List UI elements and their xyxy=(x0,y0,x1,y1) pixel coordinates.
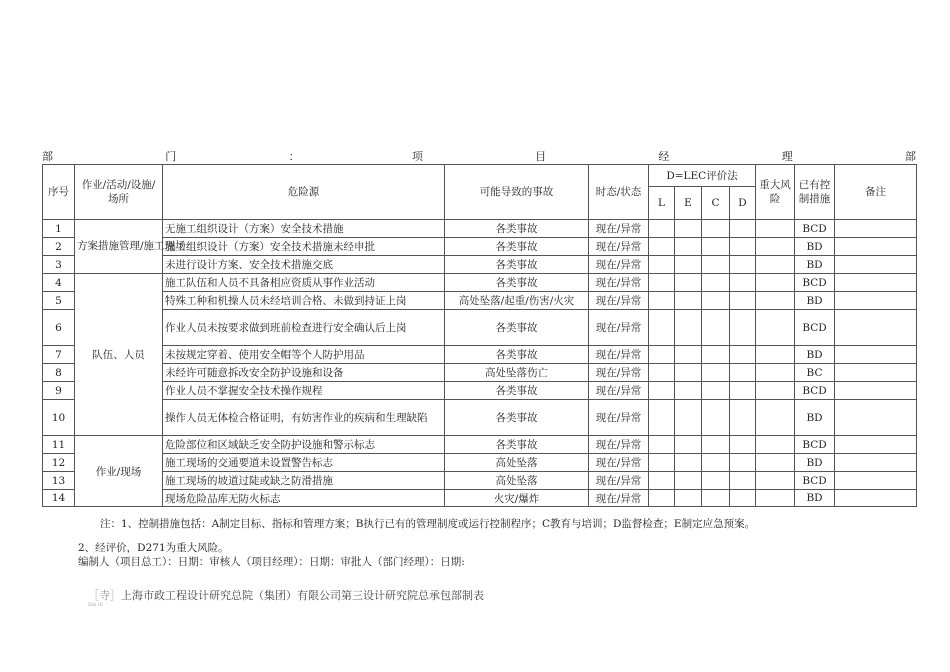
header-major-risk: 重大风险 xyxy=(756,165,795,220)
table-row xyxy=(43,238,917,256)
hazard-cell: 危险部位和区域缺乏安全防护设施和警示标志 xyxy=(163,436,445,454)
measures-cell: BCD xyxy=(795,220,835,238)
accident-cell: 各类事故 xyxy=(445,274,589,292)
row-no: 3 xyxy=(43,256,75,274)
measures-cell: BD xyxy=(795,292,835,310)
measures-cell: BCD xyxy=(795,310,835,346)
accident-cell: 高处坠落 xyxy=(445,454,589,472)
status-cell: 现在/异常 xyxy=(589,274,649,292)
row-no: 11 xyxy=(43,436,75,454)
accident-cell: 各类事故 xyxy=(445,238,589,256)
department-char: 项 xyxy=(411,150,423,163)
hazard-cell: 无施工组织设计（方案）安全技术措施 xyxy=(163,220,445,238)
group-cell: 队伍、人员 xyxy=(75,274,163,436)
header-measures: 已有控制措施 xyxy=(795,165,835,220)
status-cell: 现在/异常 xyxy=(589,382,649,400)
status-cell: 现在/异常 xyxy=(589,400,649,436)
evaluation-note: 2、经评价，D271为重大风险。 xyxy=(78,542,229,554)
header-accident: 可能导致的事故 xyxy=(445,165,589,220)
row-no: 6 xyxy=(43,310,75,346)
status-cell: 现在/异常 xyxy=(589,292,649,310)
accident-cell: 各类事故 xyxy=(445,400,589,436)
measures-cell: BCD xyxy=(795,274,835,292)
hazard-cell: 施工现场的交通要道未设置警告标志 xyxy=(163,454,445,472)
footer-issuer xyxy=(88,587,484,603)
accident-cell: 高处坠落 xyxy=(445,472,589,490)
header-lec-l: L xyxy=(649,187,675,220)
status-cell: 现在/异常 xyxy=(589,346,649,364)
status-cell: 现在/异常 xyxy=(589,238,649,256)
row-no: 14 xyxy=(43,490,75,507)
accident-cell: 各类事故 xyxy=(445,220,589,238)
hazard-cell: 作业人员未按要求做到班前检查进行安全确认后上岗 xyxy=(163,310,445,346)
header-no: 序号 xyxy=(43,165,75,220)
status-cell: 现在/异常 xyxy=(589,490,649,507)
header-lec-c: C xyxy=(702,187,730,220)
measures-cell: BCD xyxy=(795,472,835,490)
table-row xyxy=(43,256,917,274)
table-row xyxy=(43,310,917,346)
table-row xyxy=(43,490,917,507)
header-remarks: 备注 xyxy=(835,165,917,220)
group-cell: 方案措施管理/施工现场 xyxy=(75,220,163,274)
measures-cell: BD xyxy=(795,346,835,364)
table-row xyxy=(43,400,917,436)
department-char: 经 xyxy=(658,150,670,163)
department-char: 目 xyxy=(535,150,547,163)
row-no: 7 xyxy=(43,346,75,364)
header-lec: D=LEC评价法 xyxy=(649,165,756,187)
status-cell: 现在/异常 xyxy=(589,256,649,274)
measures-cell: BC xyxy=(795,364,835,382)
status-cell: 现在/异常 xyxy=(589,364,649,382)
measures-cell: BD xyxy=(795,238,835,256)
hazard-cell: 未按规定穿着、使用安全帽等个人防护用品 xyxy=(163,346,445,364)
measures-cell: BD xyxy=(795,454,835,472)
header-hazard: 危险源 xyxy=(163,165,445,220)
table-row xyxy=(43,454,917,472)
table-row xyxy=(43,472,917,490)
table-row xyxy=(43,274,917,292)
hazard-cell: 未经许可随意拆改安全防护设施和设备 xyxy=(163,364,445,382)
table-row xyxy=(43,220,917,238)
measures-cell: BD xyxy=(795,400,835,436)
hazard-cell: 现场危险品库无防火标志 xyxy=(163,490,445,507)
status-cell: 现在/异常 xyxy=(589,454,649,472)
header-activity: 作业/活动/设施/场所 xyxy=(75,165,163,220)
hazard-cell: 施工现场的坡道过陡或缺之防滑措施 xyxy=(163,472,445,490)
measures-cell: BD xyxy=(795,256,835,274)
measures-cell: BCD xyxy=(795,436,835,454)
table-row xyxy=(43,364,917,382)
accident-cell: 各类事故 xyxy=(445,256,589,274)
table-row xyxy=(43,292,917,310)
footer-subtext: Ilm lll xyxy=(88,602,103,608)
department-char: 门 xyxy=(165,150,177,163)
table-row xyxy=(43,436,917,454)
hazard-cell: 操作人员无体检合格证明，有妨害作业的疾病和生理缺陷 xyxy=(163,400,445,436)
row-no: 13 xyxy=(43,472,75,490)
row-no: 5 xyxy=(43,292,75,310)
row-no: 2 xyxy=(43,238,75,256)
row-no: 12 xyxy=(43,454,75,472)
department-char: ： xyxy=(288,150,300,163)
signoff-line: 编制人（项目总工）：日期：审核人（项目经理）：日期：审批人（部门经理）：日期: xyxy=(78,556,465,568)
measures-note: 注：1、控制措施包括：A制定目标、指标和管理方案；B执行已有的管理制度或运行控制程序；C教育与培训；D监督检查；E制定应急预案。 xyxy=(100,518,756,530)
accident-cell: 高处坠落/起重/伤害/火灾 xyxy=(445,292,589,310)
risk-assessment-table xyxy=(42,164,917,507)
status-cell: 现在/异常 xyxy=(589,220,649,238)
row-no: 9 xyxy=(43,382,75,400)
department-char: 理 xyxy=(781,150,793,163)
accident-cell: 高处坠落伤亡 xyxy=(445,364,589,382)
accident-cell: 火灾/爆炸 xyxy=(445,490,589,507)
table-row xyxy=(43,382,917,400)
hazard-cell: 特殊工种和机操人员未经培训合格、未做到持证上岗 xyxy=(163,292,445,310)
header-lec-e: E xyxy=(675,187,702,220)
hazard-cell: 施工队伍和人员不具备相应资质从事作业活动 xyxy=(163,274,445,292)
hazard-cell: 施工组织设计（方案）安全技术措施未经申批 xyxy=(163,238,445,256)
table-row xyxy=(43,346,917,364)
row-no: 1 xyxy=(43,220,75,238)
hazard-cell: 未进行设计方案、安全技术措施交底 xyxy=(163,256,445,274)
status-cell: 现在/异常 xyxy=(589,436,649,454)
measures-cell: BCD xyxy=(795,382,835,400)
header-status: 时态/状态 xyxy=(589,165,649,220)
accident-cell: 各类事故 xyxy=(445,310,589,346)
row-no: 10 xyxy=(43,400,75,436)
header-lec-d: D xyxy=(730,187,756,220)
accident-cell: 各类事故 xyxy=(445,436,589,454)
status-cell: 现在/异常 xyxy=(589,472,649,490)
accident-cell: 各类事故 xyxy=(445,346,589,364)
measures-cell: BD xyxy=(795,490,835,507)
row-no: 4 xyxy=(43,274,75,292)
row-no: 8 xyxy=(43,364,75,382)
accident-cell: 各类事故 xyxy=(445,382,589,400)
status-cell: 现在/异常 xyxy=(589,310,649,346)
department-line xyxy=(42,150,916,164)
department-char: 部 xyxy=(42,150,53,163)
stamp-mark: ［寺］ xyxy=(88,589,121,602)
department-char: 部 xyxy=(904,150,916,163)
group-cell: 作业/现场 xyxy=(75,436,163,507)
issuer-text: 上海市政工程设计研究总院（集团）有限公司第三设计研究院总承包部制表 xyxy=(121,589,484,602)
hazard-cell: 作业人员不掌握安全技术操作规程 xyxy=(163,382,445,400)
